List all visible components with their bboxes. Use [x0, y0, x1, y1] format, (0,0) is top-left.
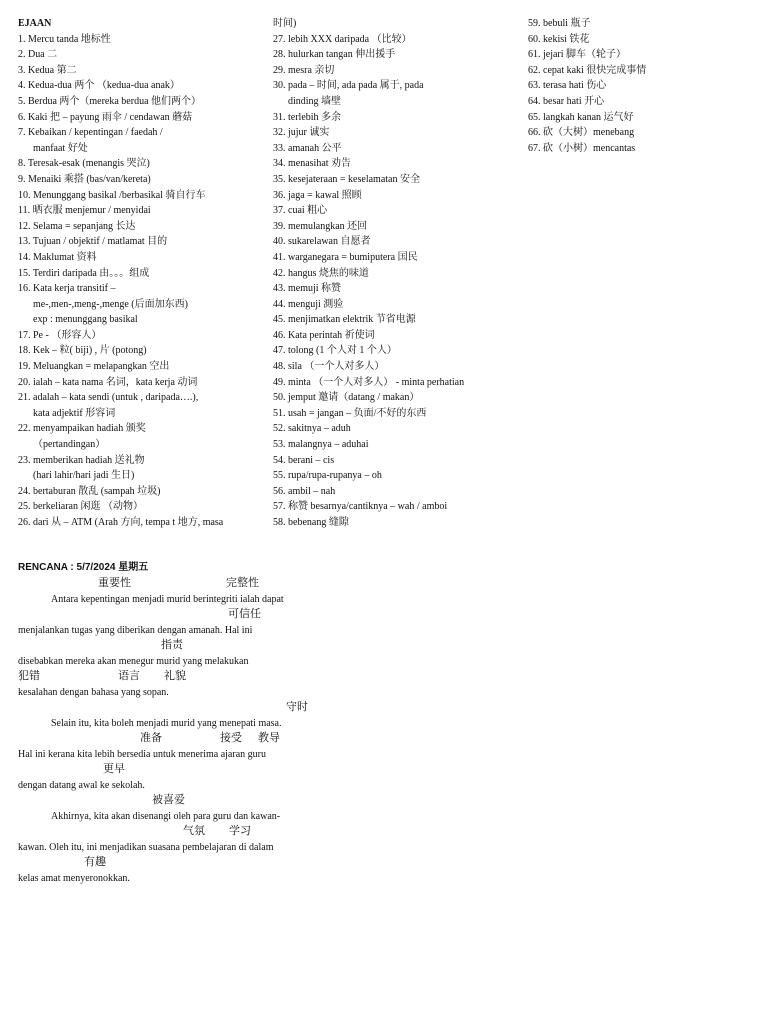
ejaan-item: 17. Pe - （形容人） — [18, 329, 102, 341]
ejaan-column-2 — [273, 16, 523, 531]
ejaan-item: 10. Menunggang basikal /berbasikal 骑自行车 — [18, 189, 206, 201]
ejaan-item: 22. menyampaikan hadiah 颁奖 — [18, 423, 146, 435]
ejaan-item: 65. langkah kanan 运气好 — [528, 111, 634, 123]
ejaan-item: 21. adalah – kata sendi (untuk , daripada….), — [18, 392, 199, 404]
ejaan-item: manfaat 好处 — [33, 142, 88, 154]
ejaan-item: 23. memberikan hadiah 送礼物 — [18, 454, 145, 466]
ejaan-item: 33. amanah 公平 — [273, 142, 342, 154]
essay-line: Antara kepentingan menjadi murid berintegriti ialah dapat — [51, 593, 284, 605]
ejaan-item: 46. Kata perintah 祈使词 — [273, 329, 375, 341]
ejaan-item: 37. cuai 粗心 — [273, 205, 328, 217]
ejaan-item: 4. Kedua-dua 两个 （kedua-dua anak） — [18, 80, 180, 92]
annotation-word: 指责 — [161, 639, 183, 651]
ejaan-item: 11. 晒衣服 menjemur / menyidai — [18, 205, 151, 217]
annotation-word: 重要性 — [98, 577, 131, 589]
ejaan-item: 3. Kedua 第二 — [18, 64, 77, 76]
annotation-word: 气氛 — [183, 825, 205, 837]
ejaan-item: 6. Kaki 把 – payung 雨伞 / cendawan 蘑菇 — [18, 111, 193, 123]
ejaan-item: 52. sakitnya – aduh — [273, 423, 351, 435]
ejaan-heading: EJAAN — [18, 18, 52, 29]
ejaan-item: 60. kekisi 铁花 — [528, 33, 590, 45]
ejaan-item: 2. Dua 二 — [18, 49, 58, 61]
ejaan-item: 28. hulurkan tangan 伸出援手 — [273, 49, 396, 61]
ejaan-item: （pertandingan） — [33, 439, 106, 451]
annotation-word: 有趣 — [84, 856, 106, 868]
essay-line: dengan datang awal ke sekolah. — [18, 779, 145, 791]
ejaan-item: 时间) — [273, 18, 297, 29]
annotation-word: 教导 — [258, 732, 280, 744]
rencana-title: RENCANA : 5/7/2024 星期五 — [18, 562, 149, 573]
ejaan-item: 27. lebih XXX daripada （比较） — [273, 33, 412, 45]
annotation-word: 犯错 — [18, 670, 40, 682]
essay-line: Hal ini kerana kita lebih bersedia untuk menerima ajaran guru — [18, 748, 266, 760]
ejaan-item: 9. Menaiki 乘搭 (bas/van/kereta) — [18, 173, 151, 185]
ejaan-item: 47. tolong (1 个人对 1 个人） — [273, 345, 397, 357]
essay-line: disebabkan mereka akan menegur murid yang melakukan — [18, 655, 249, 667]
annotation-row — [18, 824, 318, 840]
ejaan-item: 66. 砍（大树）menebang — [528, 127, 635, 139]
ejaan-item: 51. usah = jangan – 负面/不好的东西 — [273, 407, 427, 419]
ejaan-item: 20. ialah – kata nama 名词，kata kerja 动词 — [18, 376, 198, 388]
ejaan-item: 31. terlebih 多余 — [273, 111, 342, 123]
ejaan-item: 61. jejari 脚车（轮子） — [528, 49, 627, 61]
ejaan-item: 29. mesra 亲切 — [273, 64, 335, 76]
ejaan-item: 5. Berdua 两个（mereka berdua 他们两个） — [18, 95, 202, 107]
ejaan-item: (hari lahir/hari jadi 生日) — [33, 470, 135, 482]
ejaan-item: 24. bertaburan 散乱 (sampah 垃圾) — [18, 485, 161, 497]
ejaan-item: 26. dari 从 – ATM (Arah 方向, tempa t 地方, masa — [18, 517, 224, 528]
ejaan-item: 39. memulangkan 还回 — [273, 220, 368, 232]
ejaan-item: 12. Selama = sepanjang 长达 — [18, 220, 136, 232]
ejaan-item: 1. Mercu tanda 地标性 — [18, 33, 111, 45]
annotation-word: 可信任 — [228, 608, 261, 620]
essay-line: kesalahan dengan bahasa yang sopan. — [18, 686, 169, 698]
ejaan-item: 30. pada – 时间, ada pada 属于, pada — [273, 80, 424, 92]
essay-line: kelas amat menyeronokkan. — [18, 872, 130, 884]
annotation-row — [18, 793, 318, 809]
ejaan-item: 54. berani – cis — [273, 454, 335, 466]
ejaan-item: 53. malangnya – aduhai — [273, 439, 369, 451]
ejaan-item: 57. 称赞 besarnya/cantiknya – wah / amboi — [273, 501, 448, 513]
annotation-row — [18, 669, 318, 685]
annotation-row — [18, 731, 318, 747]
ejaan-item: 16. Kata kerja transitif – — [18, 283, 116, 295]
ejaan-column-1 — [18, 16, 263, 531]
annotation-word: 守时 — [286, 701, 308, 713]
rencana-section — [18, 560, 318, 886]
essay-line: kawan. Oleh itu, ini menjadikan suasana pembelajaran di dalam — [18, 841, 274, 853]
annotation-word: 更早 — [103, 763, 125, 775]
ejaan-item: 44. menguji 測验 — [273, 298, 344, 310]
ejaan-item: 15. Terdiri daripada 由。。。组成 — [18, 267, 150, 279]
ejaan-item: 25. berkeliaran 闲逛 （动物） — [18, 501, 143, 513]
ejaan-item: 67. 砍（小树）mencantas — [528, 142, 636, 154]
ejaan-column-3 — [528, 16, 758, 156]
ejaan-item: 42. hangus 烧焦的味道 — [273, 267, 369, 279]
ejaan-item: 62. cepat kaki 很快完成事情 — [528, 64, 647, 76]
annotation-row — [18, 638, 318, 654]
ejaan-item: dinding 墙壁 — [288, 95, 342, 107]
essay-line: Selain itu, kita boleh menjadi murid yang menepati masa. — [51, 717, 282, 729]
ejaan-item: 55. rupa/rupa-rupanya – oh — [273, 470, 382, 482]
ejaan-item: 40. sukarelawan 自愿者 — [273, 236, 371, 248]
ejaan-item: exp : menunggang basikal — [33, 314, 138, 326]
essay-line: Akhirnya, kita akan disenangi oleh para guru dan kawan- — [51, 810, 281, 822]
ejaan-item: 43. memuji 称赞 — [273, 283, 342, 295]
ejaan-item: 64. besar hati 开心 — [528, 95, 605, 107]
ejaan-item: 8. Teresak-esak (menangis 哭泣) — [18, 158, 150, 170]
ejaan-item: 19. Meluangkan = melapangkan 空出 — [18, 361, 170, 373]
ejaan-item: 32. jujur 诚实 — [273, 127, 330, 139]
annotation-word: 准备 — [140, 732, 162, 744]
ejaan-item: 48. sila （一个人对多人） — [273, 361, 385, 373]
ejaan-item: 13. Tujuan / objektif / matlamat 目的 — [18, 236, 168, 248]
ejaan-item: 50. jemput 邀请（datang / makan） — [273, 392, 420, 404]
ejaan-item: 63. terasa hati 伤心 — [528, 80, 607, 92]
annotation-word: 接受 — [220, 732, 242, 744]
ejaan-item: 45. menjimatkan elektrik 节省电源 — [273, 314, 416, 326]
annotation-row — [18, 576, 318, 592]
annotation-row — [18, 607, 318, 623]
ejaan-item: 35. kesejateraan = keselamatan 安全 — [273, 173, 420, 185]
ejaan-item: 18. Kek – 粒( biji) , 片 (potong) — [18, 345, 147, 357]
ejaan-item: 56. ambil – nah — [273, 485, 336, 497]
ejaan-item: 58. bebenang 缝隙 — [273, 517, 349, 528]
essay-line: menjalankan tugas yang diberikan dengan amanah. Hal ini — [18, 624, 253, 636]
ejaan-item: me-,men-,meng-,menge (后面加东西) — [33, 298, 188, 310]
ejaan-item: 36. jaga = kawal 照顾 — [273, 189, 362, 201]
annotation-word: 语言 — [118, 670, 140, 682]
annotation-word: 礼貌 — [164, 670, 186, 682]
ejaan-item: 7. Kebaikan / kepentingan / faedah / — [18, 127, 163, 139]
annotation-row — [18, 700, 318, 716]
annotation-word: 被喜爱 — [152, 794, 185, 806]
ejaan-item: 49. minta （一个人对多人） - minta perhatian — [273, 376, 465, 388]
ejaan-item: 59. bebuli 瓶子 — [528, 18, 591, 29]
annotation-word: 学习 — [229, 825, 251, 837]
ejaan-item: 14. Maklumat 资料 — [18, 251, 97, 263]
annotation-word: 完整性 — [226, 577, 259, 589]
ejaan-item: 41. warganegara = bumiputera 国民 — [273, 251, 418, 263]
annotation-row — [18, 762, 318, 778]
annotation-row — [18, 855, 318, 871]
ejaan-item: 34. menasihat 劝告 — [273, 158, 352, 170]
ejaan-item: kata adjektif 形容词 — [33, 407, 116, 419]
